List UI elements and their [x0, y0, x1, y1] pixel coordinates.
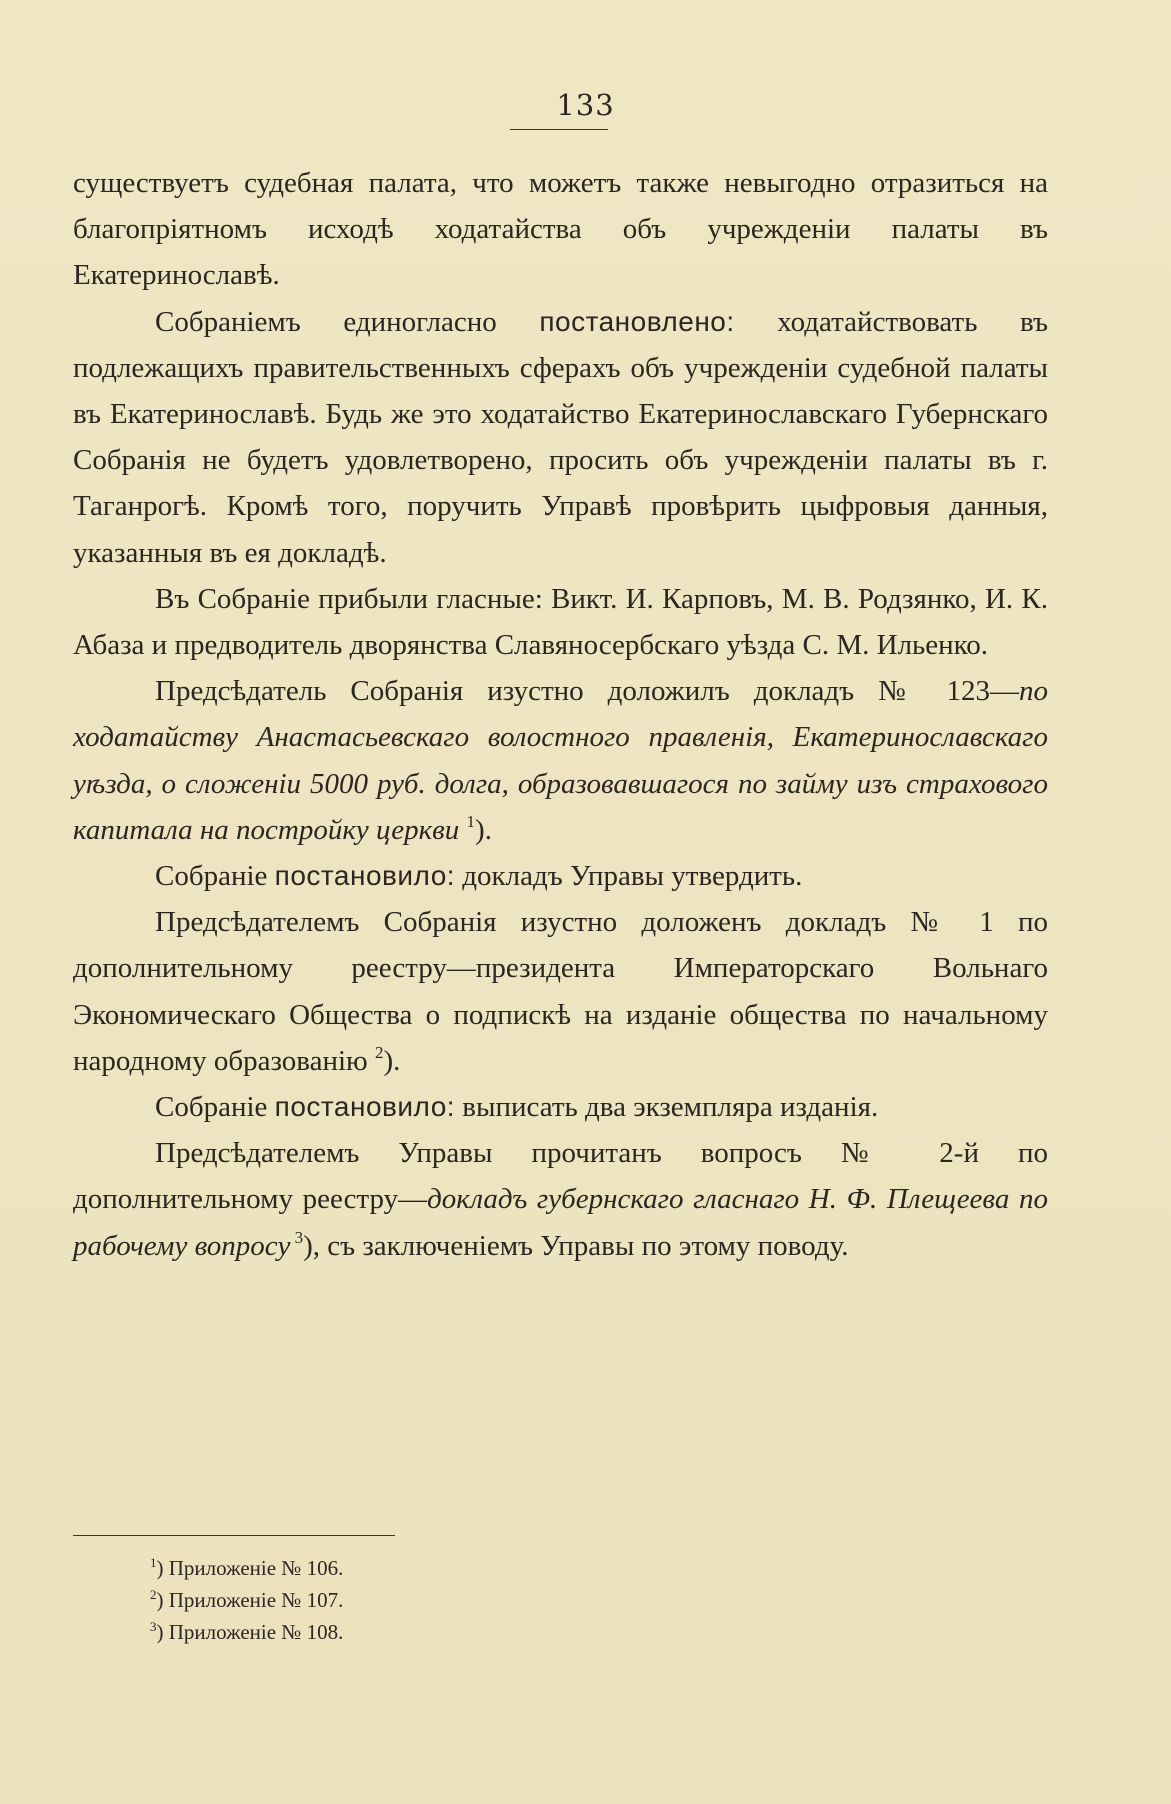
footnote-1 [150, 1552, 343, 1584]
paragraph-4-lead: Предсѣдатель Собранія изустно доложилъ докладъ № 123— [155, 675, 1019, 708]
footnote-2-text: ) Приложеніе № 107. [156, 1588, 344, 1612]
paragraph-6-text: Предсѣдателемъ Собранія изустно доложенъ докладъ № 1 по дополнительному реестру—президента Императорскаго Вольнаго Экономическаго Общества о подпискѣ на изданіе общества по начальному народному образованію [73, 906, 1048, 1077]
paragraph-3 [73, 576, 1048, 668]
resolution-keyword: постановлено: [539, 305, 735, 337]
footnote-1-text: ) Приложеніе № 106. [156, 1556, 344, 1580]
footnote-ref-2: 2 [374, 1042, 384, 1062]
paragraph-8-tail: ), съ заключеніемъ Управы по этому поводу. [303, 1229, 849, 1262]
paragraph-6-tail: ). [383, 1044, 401, 1077]
paragraph-8-lead: Предсѣдателемъ Управы прочитанъ вопросъ № 2-й по дополнительному реестру— [73, 1137, 1048, 1216]
paragraph-2 [73, 299, 1048, 576]
paragraph-4-italic: по ходатайству Анастасьевскаго волостного правленія, Екатеринославскаго уѣзда, о сложеніи 5000 руб. долга, образовавшагося по займу изъ страхового капитала на постройку церкви [73, 675, 1048, 846]
body-text [73, 160, 1048, 1269]
footnote-3-mark: 3 [150, 1619, 157, 1634]
footnote-3-text: ) Приложеніе № 108. [156, 1620, 344, 1644]
paragraph-1-text: существуетъ судебная палата, что можетъ также невыгодно отразиться на благопріятномъ исходѣ ходатайства объ учрежденіи палаты въ Екатеринославѣ. [73, 167, 1048, 292]
paragraph-8-italic: докладъ губернскаго гласнаго Н. Ф. Плещеева по рабочему вопросу [73, 1183, 1048, 1262]
paragraph-4-tail: ). [475, 813, 492, 846]
page-number-rule [510, 129, 608, 130]
page-number: 133 [556, 88, 615, 122]
paragraph-6 [73, 899, 1048, 1084]
paragraph-3-text: Въ Собраніе прибыли гласные: Викт. И. Карповъ, М. В. Родзянко, И. К. Абаза и предводитель дворянства Славяносербскаго уѣзда С. М. Ильенко. [73, 582, 1048, 662]
resolution-keyword: постановило: [274, 1091, 456, 1123]
paragraph-2-body: ходатайствовать въ подлежащихъ правительственныхъ сферахъ объ учрежденіи судебной палаты въ Екатеринославѣ. Будь же это ходатайство Екатеринославскаго Губернскаго Собранія не будетъ удовлетворено, просить объ учрежденіи палаты въ г. Таганрогѣ. Кромѣ того, поручить Управѣ провѣрить цыфровыя данныя, указанныя въ ея докладѣ. [73, 305, 1048, 569]
paragraph-7-lead: Собраніе [155, 1091, 275, 1124]
paragraph-4 [73, 668, 1048, 853]
paragraph-5-body: докладъ Управы утвердить. [455, 860, 803, 893]
paragraph-5 [73, 853, 1048, 899]
footnote-rule [73, 1535, 395, 1536]
footnote-2-mark: 2 [150, 1587, 157, 1602]
paragraph-1 [73, 160, 1048, 299]
footnote-3 [150, 1616, 343, 1648]
footnote-ref-1: 1 [466, 811, 476, 831]
footnote-1-mark: 1 [150, 1555, 157, 1570]
footnotes [150, 1552, 343, 1648]
paragraph-7 [73, 1084, 1048, 1130]
paragraph-2-lead: Собраніемъ единогласно [155, 305, 540, 338]
paragraph-5-lead: Собраніе [155, 860, 275, 893]
paragraph-8 [73, 1130, 1048, 1269]
resolution-keyword: постановило: [274, 860, 456, 892]
footnote-2 [150, 1584, 343, 1616]
paragraph-7-body: выписать два экземпляра изданія. [455, 1091, 879, 1124]
footnote-ref-3: 3 [290, 1227, 304, 1247]
